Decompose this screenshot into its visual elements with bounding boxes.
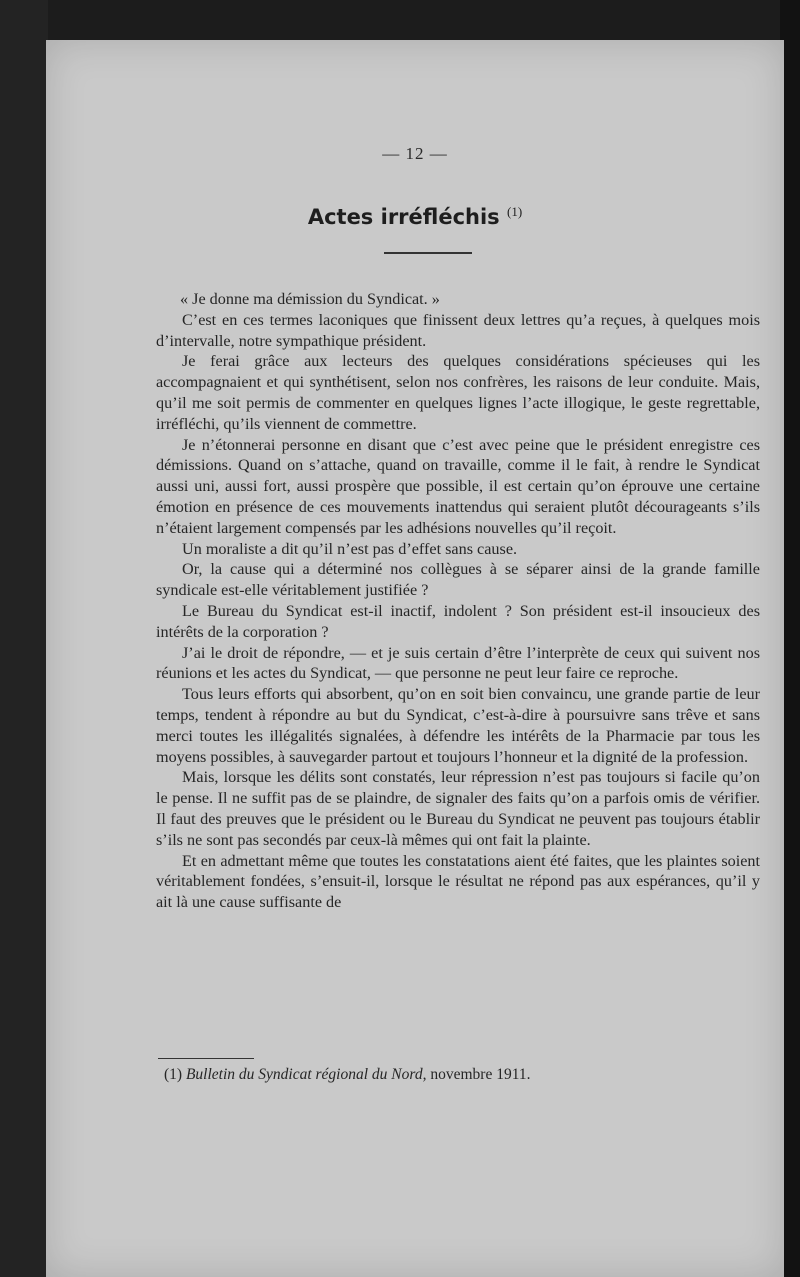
title-rule	[384, 252, 472, 254]
paragraph: Mais, lorsque les délits sont constatés, leur répression n’est pas toujours si facile qu’on le pense. Il ne suffit pas de se plaindre, de signaler des faits qu’on a parfois omis de vérifier. Il faut des preuves que le président ou le Bureau du Syndicat ne peuvent pas toujours établir s’ils ne sont pas secondés par ceux-là mêmes qui ont fait la plainte.	[156, 768, 760, 849]
paragraph: C’est en ces termes laconiques que finissent deux lettres qu’a reçues, à quelques mois d’intervalle, notre sympathique président.	[156, 310, 760, 350]
paragraph: Un moraliste a dit qu’il n’est pas d’effet sans cause.	[182, 539, 518, 558]
paragraph: « Je donne ma démission du Syndicat. »	[180, 290, 440, 308]
footnote	[164, 1066, 724, 1084]
paragraph: Et en admettant même que toutes les constatations aient été faites, que les plaintes soient véritablement fondées, s’ensuit-il, lorsque le résultat ne répond pas aux espérances, qu’il y ait là une cause suffisante de	[156, 851, 760, 912]
page-title-text: Actes irréfléchis	[307, 205, 500, 229]
paragraph: Le Bureau du Syndicat est-il inactif, indolent ? Son président est-il insoucieux des intérêts de la corporation ?	[156, 601, 760, 641]
page-number: — 12 —	[382, 144, 448, 163]
paragraph: Or, la cause qui a déterminé nos collègues à se séparer ainsi de la grande famille syndicale est-elle véritablement justifiée ?	[156, 560, 760, 600]
document-page	[46, 40, 784, 1277]
scan-background-left	[0, 0, 48, 1277]
page-title	[308, 205, 522, 229]
footnote-source: Bulletin du Syndicat régional du Nord,	[185, 1066, 427, 1083]
paragraph: Je n’étonnerai personne en disant que c’est avec peine que le président enregistre ces démissions. Quand on s’attache, quand on travaille, comme il le fait, à rendre le Syndicat aussi uni, aussi fort, aussi prospère que possible, il est certain qu’on éprouve une certaine émotion en présence de ces mouvements inattendus qui seraient plutôt décourageants s’ils n’étaient largement compensés par les adhésions nouvelles qu’il reçoit.	[156, 435, 760, 537]
title-block	[46, 204, 784, 229]
paragraph: J’ai le droit de répondre, — et je suis certain d’être l’interprète de ceux qui suivent nos réunions et les actes du Syndicat, — que personne ne peut leur faire ce reproche.	[156, 643, 760, 683]
paragraph: Je ferai grâce aux lecteurs des quelques considérations spécieuses qui les accompagnaient et qui synthétisent, selon nos confrères, les raisons de leur conduite. Mais, qu’il me soit permis de commenter en quelques lignes l’acte illogique, le geste regrettable, irréfléchi, qu’ils viennent de commettre.	[156, 352, 760, 433]
footnote-date: novembre 1911.	[430, 1066, 531, 1083]
footnote-rule	[158, 1058, 254, 1059]
footnote-marker: (1)	[164, 1066, 183, 1083]
title-footnote-marker: (1)	[507, 204, 523, 219]
paragraph: Tous leurs efforts qui absorbent, qu’on en soit bien convaincu, une grande partie de leur temps, tendent à répondre au but du Syndicat, c’est-à-dire à poursuivre sans trêve et sans merci toutes les illégalités signalées, à défendre les intérêts de la Pharmacie par tous les moyens possibles, à sauvegarder partout et toujours l’honneur et la dignité de la profession.	[156, 685, 760, 766]
article-body	[156, 289, 760, 913]
